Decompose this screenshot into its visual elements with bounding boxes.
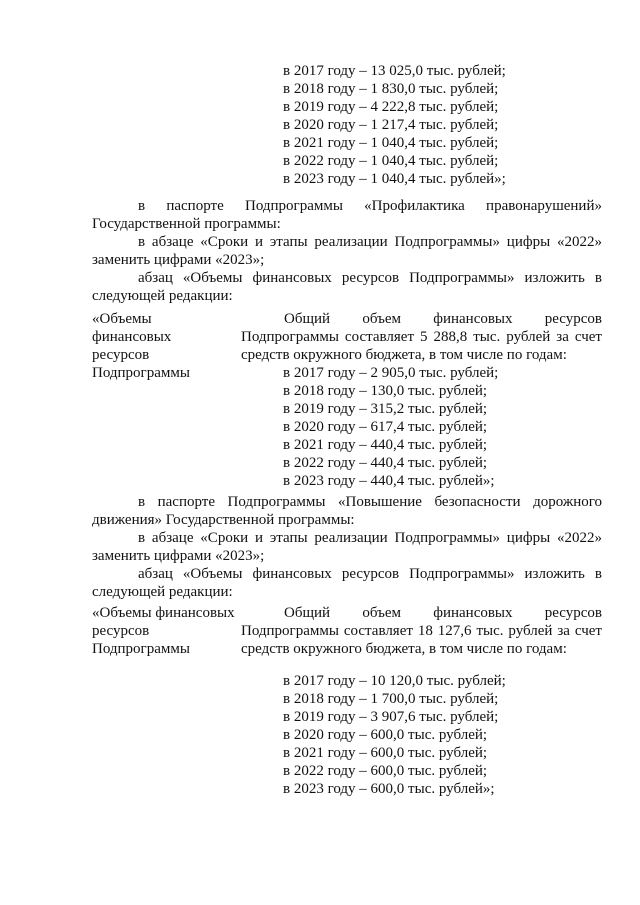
- paragraph-line: абзац «Объемы финансовых ресурсов Подпрограммы» изложить в: [138, 270, 602, 286]
- year-line: в 2017 году – 13 025,0 тыс. рублей;: [283, 63, 506, 79]
- year-line: в 2023 году – 440,4 тыс. рублей»;: [283, 473, 495, 489]
- year-line: в 2017 году – 10 120,0 тыс. рублей;: [283, 673, 506, 689]
- year-line: в 2018 году – 1 700,0 тыс. рублей;: [283, 691, 499, 707]
- table-intro: Общий объем финансовых ресурсов Подпрограммы составляет 18 127,6 тыс. рублей за счет средств окружного бюджета, в том числе по годам:: [241, 605, 602, 657]
- year-line: в 2021 году – 440,4 тыс. рублей;: [283, 437, 488, 453]
- table-intro: Общий объем финансовых ресурсов Подпрограммы составляет 5 288,8 тыс. рублей за счет средств окружного бюджета, в том числе по годам:: [241, 311, 602, 363]
- label-line: Подпрограммы: [92, 365, 190, 381]
- table-label: [92, 310, 237, 382]
- year-line: в 2020 году – 600,0 тыс. рублей;: [283, 727, 488, 743]
- label-line: ресурсов: [92, 623, 150, 639]
- paragraph-line: следующей редакции:: [92, 584, 233, 600]
- year-list-2: [283, 364, 603, 490]
- table-content: [241, 310, 602, 364]
- paragraph-line: в абзаце «Сроки и этапы реализации Подпрограммы» цифры «2022»: [138, 234, 602, 250]
- paragraph-line: следующей редакции:: [92, 288, 233, 304]
- label-line: финансовых: [92, 329, 172, 345]
- year-line: в 2019 году – 3 907,6 тыс. рублей;: [283, 709, 499, 725]
- year-line: в 2019 году – 4 222,8 тыс. рублей;: [283, 99, 499, 115]
- paragraph-line: в абзаце «Сроки и этапы реализации Подпрограммы» цифры «2022»: [138, 530, 602, 546]
- year-line: в 2023 году – 1 040,4 тыс. рублей»;: [283, 171, 506, 187]
- table-label: [92, 604, 237, 658]
- paragraph-passport-2: [92, 493, 602, 601]
- year-list-3: [283, 672, 603, 798]
- year-line: в 2020 году – 617,4 тыс. рублей;: [283, 419, 488, 435]
- label-line: «Объемы: [92, 311, 152, 327]
- year-line: в 2023 году – 600,0 тыс. рублей»;: [283, 781, 495, 797]
- paragraph-line: в паспорте Подпрограммы «Профилактика правонарушений»: [138, 198, 602, 214]
- paragraph-passport-1: [92, 197, 602, 305]
- year-line: в 2018 году – 1 830,0 тыс. рублей;: [283, 81, 499, 97]
- label-line: Подпрограммы: [92, 641, 190, 657]
- paragraph-line: движения» Государственной программы:: [92, 512, 355, 528]
- paragraph-line: в паспорте Подпрограммы «Повышение безопасности дорожного: [138, 494, 602, 510]
- paragraph-line: заменить цифрами «2023»;: [92, 548, 265, 564]
- year-line: в 2022 году – 1 040,4 тыс. рублей;: [283, 153, 499, 169]
- paragraph-line: Государственной программы:: [92, 216, 281, 232]
- label-line: ресурсов: [92, 347, 150, 363]
- year-line: в 2019 году – 315,2 тыс. рублей;: [283, 401, 488, 417]
- year-line: в 2017 году – 2 905,0 тыс. рублей;: [283, 365, 499, 381]
- label-line: «Объемы финансовых: [92, 605, 235, 621]
- year-line: в 2022 году – 600,0 тыс. рублей;: [283, 763, 488, 779]
- table-content: [241, 604, 602, 658]
- year-line: в 2022 году – 440,4 тыс. рублей;: [283, 455, 488, 471]
- paragraph-line: заменить цифрами «2023»;: [92, 252, 265, 268]
- year-line: в 2020 году – 1 217,4 тыс. рублей;: [283, 117, 499, 133]
- year-list-1: [283, 62, 603, 188]
- year-line: в 2018 году – 130,0 тыс. рублей;: [283, 383, 488, 399]
- paragraph-line: абзац «Объемы финансовых ресурсов Подпрограммы» изложить в: [138, 566, 602, 582]
- year-line: в 2021 году – 1 040,4 тыс. рублей;: [283, 135, 499, 151]
- year-line: в 2021 году – 600,0 тыс. рублей;: [283, 745, 488, 761]
